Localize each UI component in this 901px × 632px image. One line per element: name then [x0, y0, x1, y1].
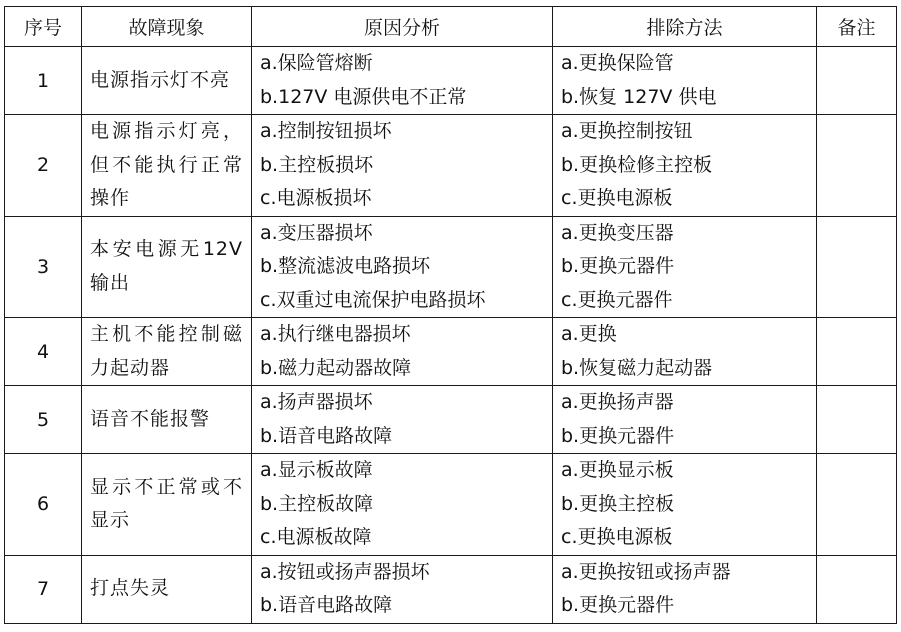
note-cell — [817, 454, 897, 556]
cause-cell — [252, 318, 553, 386]
header-fix: 排除方法 — [553, 7, 817, 47]
row-number: 2 — [5, 115, 82, 217]
header-symptom: 故障现象 — [82, 7, 252, 47]
table-body — [5, 47, 897, 624]
fix-item: a.更换扬声器 — [561, 391, 674, 413]
row-number: 5 — [5, 386, 82, 454]
symptom-cell — [82, 454, 252, 556]
cause-item: a.变压器损坏 — [260, 221, 373, 244]
symptom-cell — [82, 318, 252, 386]
row-number: 1 — [5, 47, 82, 115]
cause-item: c.双重过电流保护电路损坏 — [260, 288, 486, 311]
fix-item: a.更换显示板 — [561, 459, 674, 481]
row-number: 7 — [5, 555, 82, 623]
note-cell — [817, 318, 897, 386]
cause-item: c.电源板损坏 — [260, 187, 372, 209]
fix-cell — [553, 115, 817, 217]
fix-item: b.更换元器件 — [561, 255, 675, 277]
cause-item: b.语音电路故障 — [260, 424, 393, 447]
fix-item: c.更换电源板 — [561, 187, 673, 209]
fault-table — [4, 6, 897, 624]
cause-item: b.主控板损坏 — [260, 153, 374, 176]
cause-item: a.扬声器损坏 — [260, 391, 373, 413]
cause-cell — [252, 454, 553, 556]
fix-cell — [553, 555, 817, 623]
table-row — [5, 47, 897, 115]
table-row — [5, 318, 897, 386]
cause-item: a.按钮或扬声器损坏 — [260, 560, 430, 583]
fix-cell — [553, 216, 817, 318]
fix-item: b.恢复 127V 供电 — [561, 85, 717, 108]
fix-item: b.更换元器件 — [561, 594, 675, 616]
fix-cell — [553, 386, 817, 454]
symptom-cell — [82, 216, 252, 318]
fix-item: a.更换按钮或扬声器 — [561, 560, 731, 583]
cause-item: a.执行继电器损坏 — [260, 323, 411, 345]
cause-cell — [252, 115, 553, 217]
fix-cell — [553, 454, 817, 556]
symptom-text: 电源指示灯亮，但不能执行正常操作 — [90, 120, 243, 209]
fix-item: c.更换元器件 — [561, 288, 673, 311]
cause-item: c.电源板故障 — [260, 526, 372, 548]
table-row — [5, 454, 897, 556]
cause-item: a.显示板故障 — [260, 459, 373, 481]
header-cause: 原因分析 — [252, 7, 553, 47]
header-row — [5, 7, 897, 47]
fix-item: b.更换主控板 — [561, 492, 675, 515]
note-cell — [817, 555, 897, 623]
fix-item: a.更换保险管 — [561, 52, 674, 74]
cause-item: b.语音电路故障 — [260, 594, 393, 616]
note-cell — [817, 47, 897, 115]
row-number: 3 — [5, 216, 82, 318]
cause-cell — [252, 386, 553, 454]
symptom-text: 电源指示灯不亮 — [90, 68, 231, 91]
symptom-text: 打点失灵 — [90, 577, 171, 600]
symptom-cell — [82, 386, 252, 454]
symptom-text: 本安电源无12V 输出 — [90, 238, 243, 294]
cause-cell — [252, 216, 553, 318]
fix-item: b.更换检修主控板 — [561, 153, 713, 176]
fix-cell — [553, 318, 817, 386]
cause-cell — [252, 47, 553, 115]
table-row — [5, 216, 897, 318]
cause-item: b.磁力起动器故障 — [260, 356, 412, 379]
header-note: 备注 — [817, 7, 897, 47]
fix-item: a.更换 — [561, 323, 617, 345]
table-header — [5, 7, 897, 47]
table-row — [5, 555, 897, 623]
row-number: 4 — [5, 318, 82, 386]
fix-item: a.更换控制按钮 — [561, 120, 693, 142]
fix-item: b.更换元器件 — [561, 424, 675, 447]
fix-item: c.更换电源板 — [561, 526, 673, 548]
symptom-text: 显示不正常或不显示 — [90, 475, 243, 532]
table-row — [5, 115, 897, 217]
cause-item: a.控制按钮损坏 — [260, 120, 392, 142]
note-cell — [817, 216, 897, 318]
fix-cell — [553, 47, 817, 115]
cause-item: a.保险管熔断 — [260, 52, 373, 74]
symptom-text: 语音不能报警 — [90, 407, 211, 430]
note-cell — [817, 115, 897, 217]
cause-item: b.整流滤波电路损坏 — [260, 255, 431, 277]
symptom-text: 主机不能控制磁力起动器 — [90, 323, 243, 379]
fix-item: a.更换变压器 — [561, 221, 674, 244]
cause-item: b.127V 电源供电不正常 — [260, 85, 467, 108]
symptom-cell — [82, 555, 252, 623]
cause-cell — [252, 555, 553, 623]
note-cell — [817, 386, 897, 454]
cause-item: b.主控板故障 — [260, 492, 374, 515]
fix-item: b.恢复磁力起动器 — [561, 356, 713, 379]
row-number: 6 — [5, 454, 82, 556]
header-no: 序号 — [5, 7, 82, 47]
symptom-cell — [82, 115, 252, 217]
table-row — [5, 386, 897, 454]
symptom-cell — [82, 47, 252, 115]
